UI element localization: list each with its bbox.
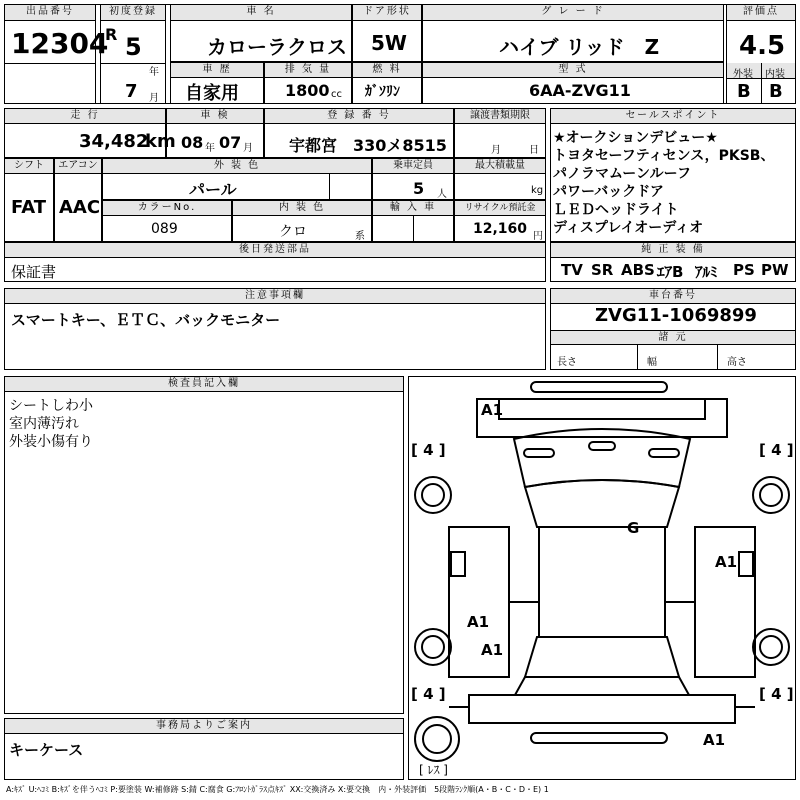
interior-label: 内 装 色 xyxy=(233,201,371,216)
insp-year: 08 xyxy=(181,133,204,152)
color: パール xyxy=(189,180,237,199)
sales-line: ディスプレイオーディオ xyxy=(553,220,704,236)
mileage-label: 走 行 xyxy=(5,109,165,124)
rear-bumper xyxy=(469,695,735,723)
sales-line: ＬＥＤヘッドライト xyxy=(553,202,679,218)
ext-grade: B xyxy=(737,81,751,102)
color-no: 089 xyxy=(151,221,178,237)
equip-item: TV xyxy=(561,261,583,279)
inspector-line: 外装小傷有り xyxy=(9,434,93,450)
int-grade: B xyxy=(769,81,783,102)
trunk xyxy=(515,677,689,695)
interior: クロ xyxy=(279,224,307,240)
month-unit: 月 xyxy=(149,93,159,104)
inspector-cell xyxy=(4,376,404,714)
first-reg-cell xyxy=(100,4,166,104)
import-cell xyxy=(372,200,454,242)
cc-unit: cc xyxy=(331,89,342,100)
equip-item: ｱﾙﾐ xyxy=(695,263,718,281)
capacity-cell xyxy=(372,158,454,200)
tire-mark: [ 4 ] xyxy=(759,441,794,459)
name-cell xyxy=(170,4,352,62)
int-label: 内装 xyxy=(765,69,785,80)
displacement-label: 排 気 量 xyxy=(265,63,351,78)
load-unit: kg xyxy=(531,185,544,196)
later-label: 後日発送部品 xyxy=(5,243,545,258)
windshield xyxy=(525,480,679,527)
ac: AAC xyxy=(59,197,101,218)
door-type: 5W xyxy=(371,31,407,55)
inspector-line: 室内薄汚れ xyxy=(9,416,79,432)
mileage-cell xyxy=(4,108,176,158)
chassis-cell xyxy=(550,288,796,370)
history-label: 車 歴 xyxy=(171,63,263,78)
model: 6AA-ZVG11 xyxy=(529,81,631,100)
front-bumper-bar xyxy=(531,382,667,392)
office-text: キーケース xyxy=(9,741,84,759)
width-label: 幅 xyxy=(647,357,657,368)
wheel-rear-right xyxy=(753,629,789,665)
grade: ハイブ リッド Z xyxy=(499,35,660,59)
history-cell xyxy=(170,62,264,104)
import-label: 輸 入 車 xyxy=(373,201,453,216)
recycle: 12,160 xyxy=(473,221,528,237)
load-cell xyxy=(454,158,546,200)
damage-mark: A1 xyxy=(467,613,490,631)
roof xyxy=(539,527,665,637)
spare-tire xyxy=(415,717,459,761)
score: 4.5 xyxy=(739,31,786,61)
color-cell xyxy=(102,158,372,200)
sales-line: パワーバックドア xyxy=(553,184,664,200)
recycle-cell xyxy=(454,200,546,242)
inspection-cell xyxy=(166,108,264,158)
wheel-front-right xyxy=(753,477,789,513)
capacity-unit: 人 xyxy=(437,189,447,200)
damage-mark: A1 xyxy=(481,641,504,659)
lot-number: 12304 xyxy=(11,27,109,60)
legend: A:ｷｽﾞ U:ﾍｺﾐ B:ｷｽﾞを伴うﾍｺﾐ P:要塗装 W:補修跡 S:錆 C:腐食 G:ﾌﾛﾝﾄｶﾞﾗｽ点ｷｽﾞ XX:交換済み X:要交換 内・外装評価 5段階ﾗﾝｸ順(A・B・C・D・E) 1 xyxy=(6,785,549,794)
inspector-label: 検査員記入欄 xyxy=(5,377,403,392)
grade-cell xyxy=(422,4,724,62)
sales-line: パノラマムーンルーフ xyxy=(553,166,691,182)
tire-mark: [ 4 ] xyxy=(411,685,446,703)
equip-item: PW xyxy=(761,261,789,279)
color-label: 外 装 色 xyxy=(103,159,371,174)
notes-label: 注意事項欄 xyxy=(5,289,545,304)
chassis-label: 車台番号 xyxy=(551,289,795,304)
equip-item: ABS xyxy=(621,261,655,279)
wheel-front-left xyxy=(415,477,451,513)
grade-label: グ レ ー ド xyxy=(423,5,723,21)
office-label: 事務局よりご案内 xyxy=(5,719,403,734)
model-label: 型 式 xyxy=(423,63,723,78)
length-label: 長さ xyxy=(557,357,577,368)
car-name: カローラクロス xyxy=(207,35,347,59)
damage-mark: G xyxy=(627,519,640,537)
sales-line: トヨタセーフティセンス，PKSB、 xyxy=(553,148,775,164)
tire-mark: [ 4 ] xyxy=(759,685,794,703)
lot-cell xyxy=(4,4,109,104)
ac-label: エアコン xyxy=(55,159,101,174)
insp-month: 07 xyxy=(219,133,242,152)
damage-mark: A1 xyxy=(703,731,726,749)
rear-glass xyxy=(525,637,679,677)
right-side xyxy=(695,527,755,677)
spare-mark: [ ﾚｽ ] xyxy=(419,763,448,777)
displacement-cell xyxy=(264,62,352,104)
shift-cell xyxy=(4,158,54,242)
insp-year-unit: 年 xyxy=(205,143,215,154)
chassis-number: ZVG11-1069899 xyxy=(595,305,757,326)
height-label: 高さ xyxy=(727,357,747,368)
reg-year: 5 xyxy=(125,33,142,61)
inspection-label: 車 検 xyxy=(167,109,263,124)
specs-label: 諸 元 xyxy=(551,330,795,345)
ac-cell xyxy=(54,158,102,242)
fuel: ｶﾞｿﾘﾝ xyxy=(365,84,400,100)
sales-label: セールスポイント xyxy=(551,109,795,124)
first-reg-label: 初度登録 xyxy=(101,5,165,21)
transfer-month: 月 xyxy=(491,145,501,156)
insp-month-unit: 月 xyxy=(243,143,253,154)
transfer-day: 日 xyxy=(529,145,539,156)
plate-cell xyxy=(264,108,454,158)
model-cell xyxy=(422,62,724,104)
wheel-rear-left xyxy=(415,629,451,665)
equip-item: SR xyxy=(591,261,614,279)
score-label: 評価点 xyxy=(727,5,795,21)
notes-cell xyxy=(4,288,546,370)
recycle-unit: 円 xyxy=(533,231,543,242)
plate-label: 登 録 番 号 xyxy=(265,109,453,124)
recycle-label: リサイクル預託金 xyxy=(455,201,545,216)
color-no-cell xyxy=(102,200,232,242)
car-outline xyxy=(409,377,795,779)
fuel-label: 燃 料 xyxy=(353,63,421,78)
door-cell xyxy=(352,4,422,62)
reg-month: 7 xyxy=(125,81,138,102)
tire-mark: [ 4 ] xyxy=(411,441,446,459)
displacement: 1800 xyxy=(285,81,330,100)
later-parts: 保証書 xyxy=(11,263,57,281)
plate: 宇都宮 330メ8515 xyxy=(289,136,447,155)
damage-mark: A1 xyxy=(715,553,738,571)
inspector-line: シートしわ小 xyxy=(9,398,93,414)
transfer-label: 譲渡書類期限 xyxy=(455,109,545,124)
year-unit: 年 xyxy=(149,67,159,78)
fuel-cell xyxy=(352,62,422,104)
era: R xyxy=(105,25,118,44)
capacity-label: 乗車定員 xyxy=(373,159,453,174)
history: 自家用 xyxy=(185,83,239,104)
shift-label: シフト xyxy=(5,159,53,174)
ext-label: 外装 xyxy=(733,69,753,80)
office-cell xyxy=(4,718,404,780)
transfer-cell xyxy=(454,108,546,158)
name-label: 車 名 xyxy=(171,5,351,21)
color-no-label: カラーNo. xyxy=(103,201,231,216)
notes-text: スマートキー、ＥＴＣ、バックモニター xyxy=(11,311,281,329)
shift: FAT xyxy=(11,197,47,218)
door-label: ドア形状 xyxy=(353,5,421,21)
later-cell xyxy=(4,242,546,282)
equip-label: 純 正 装 備 xyxy=(551,243,795,258)
km-unit: km xyxy=(145,131,176,152)
interior-unit: 系 xyxy=(355,231,365,242)
car-diagram xyxy=(408,376,796,780)
damage-mark: A1 xyxy=(481,401,504,419)
equip-cell xyxy=(550,242,796,282)
equip-item: ｴｱB xyxy=(657,263,684,281)
equip-item: PS xyxy=(733,261,755,279)
lot-label: 出品番号 xyxy=(5,5,95,21)
load-label: 最大積載量 xyxy=(455,159,545,174)
mileage: 34,482 xyxy=(79,131,149,152)
sales-cell xyxy=(550,108,796,242)
score-cell xyxy=(726,4,796,104)
sales-line: ★オークションデビュー★ xyxy=(553,130,718,146)
interior-cell xyxy=(232,200,372,242)
capacity: 5 xyxy=(413,179,425,198)
